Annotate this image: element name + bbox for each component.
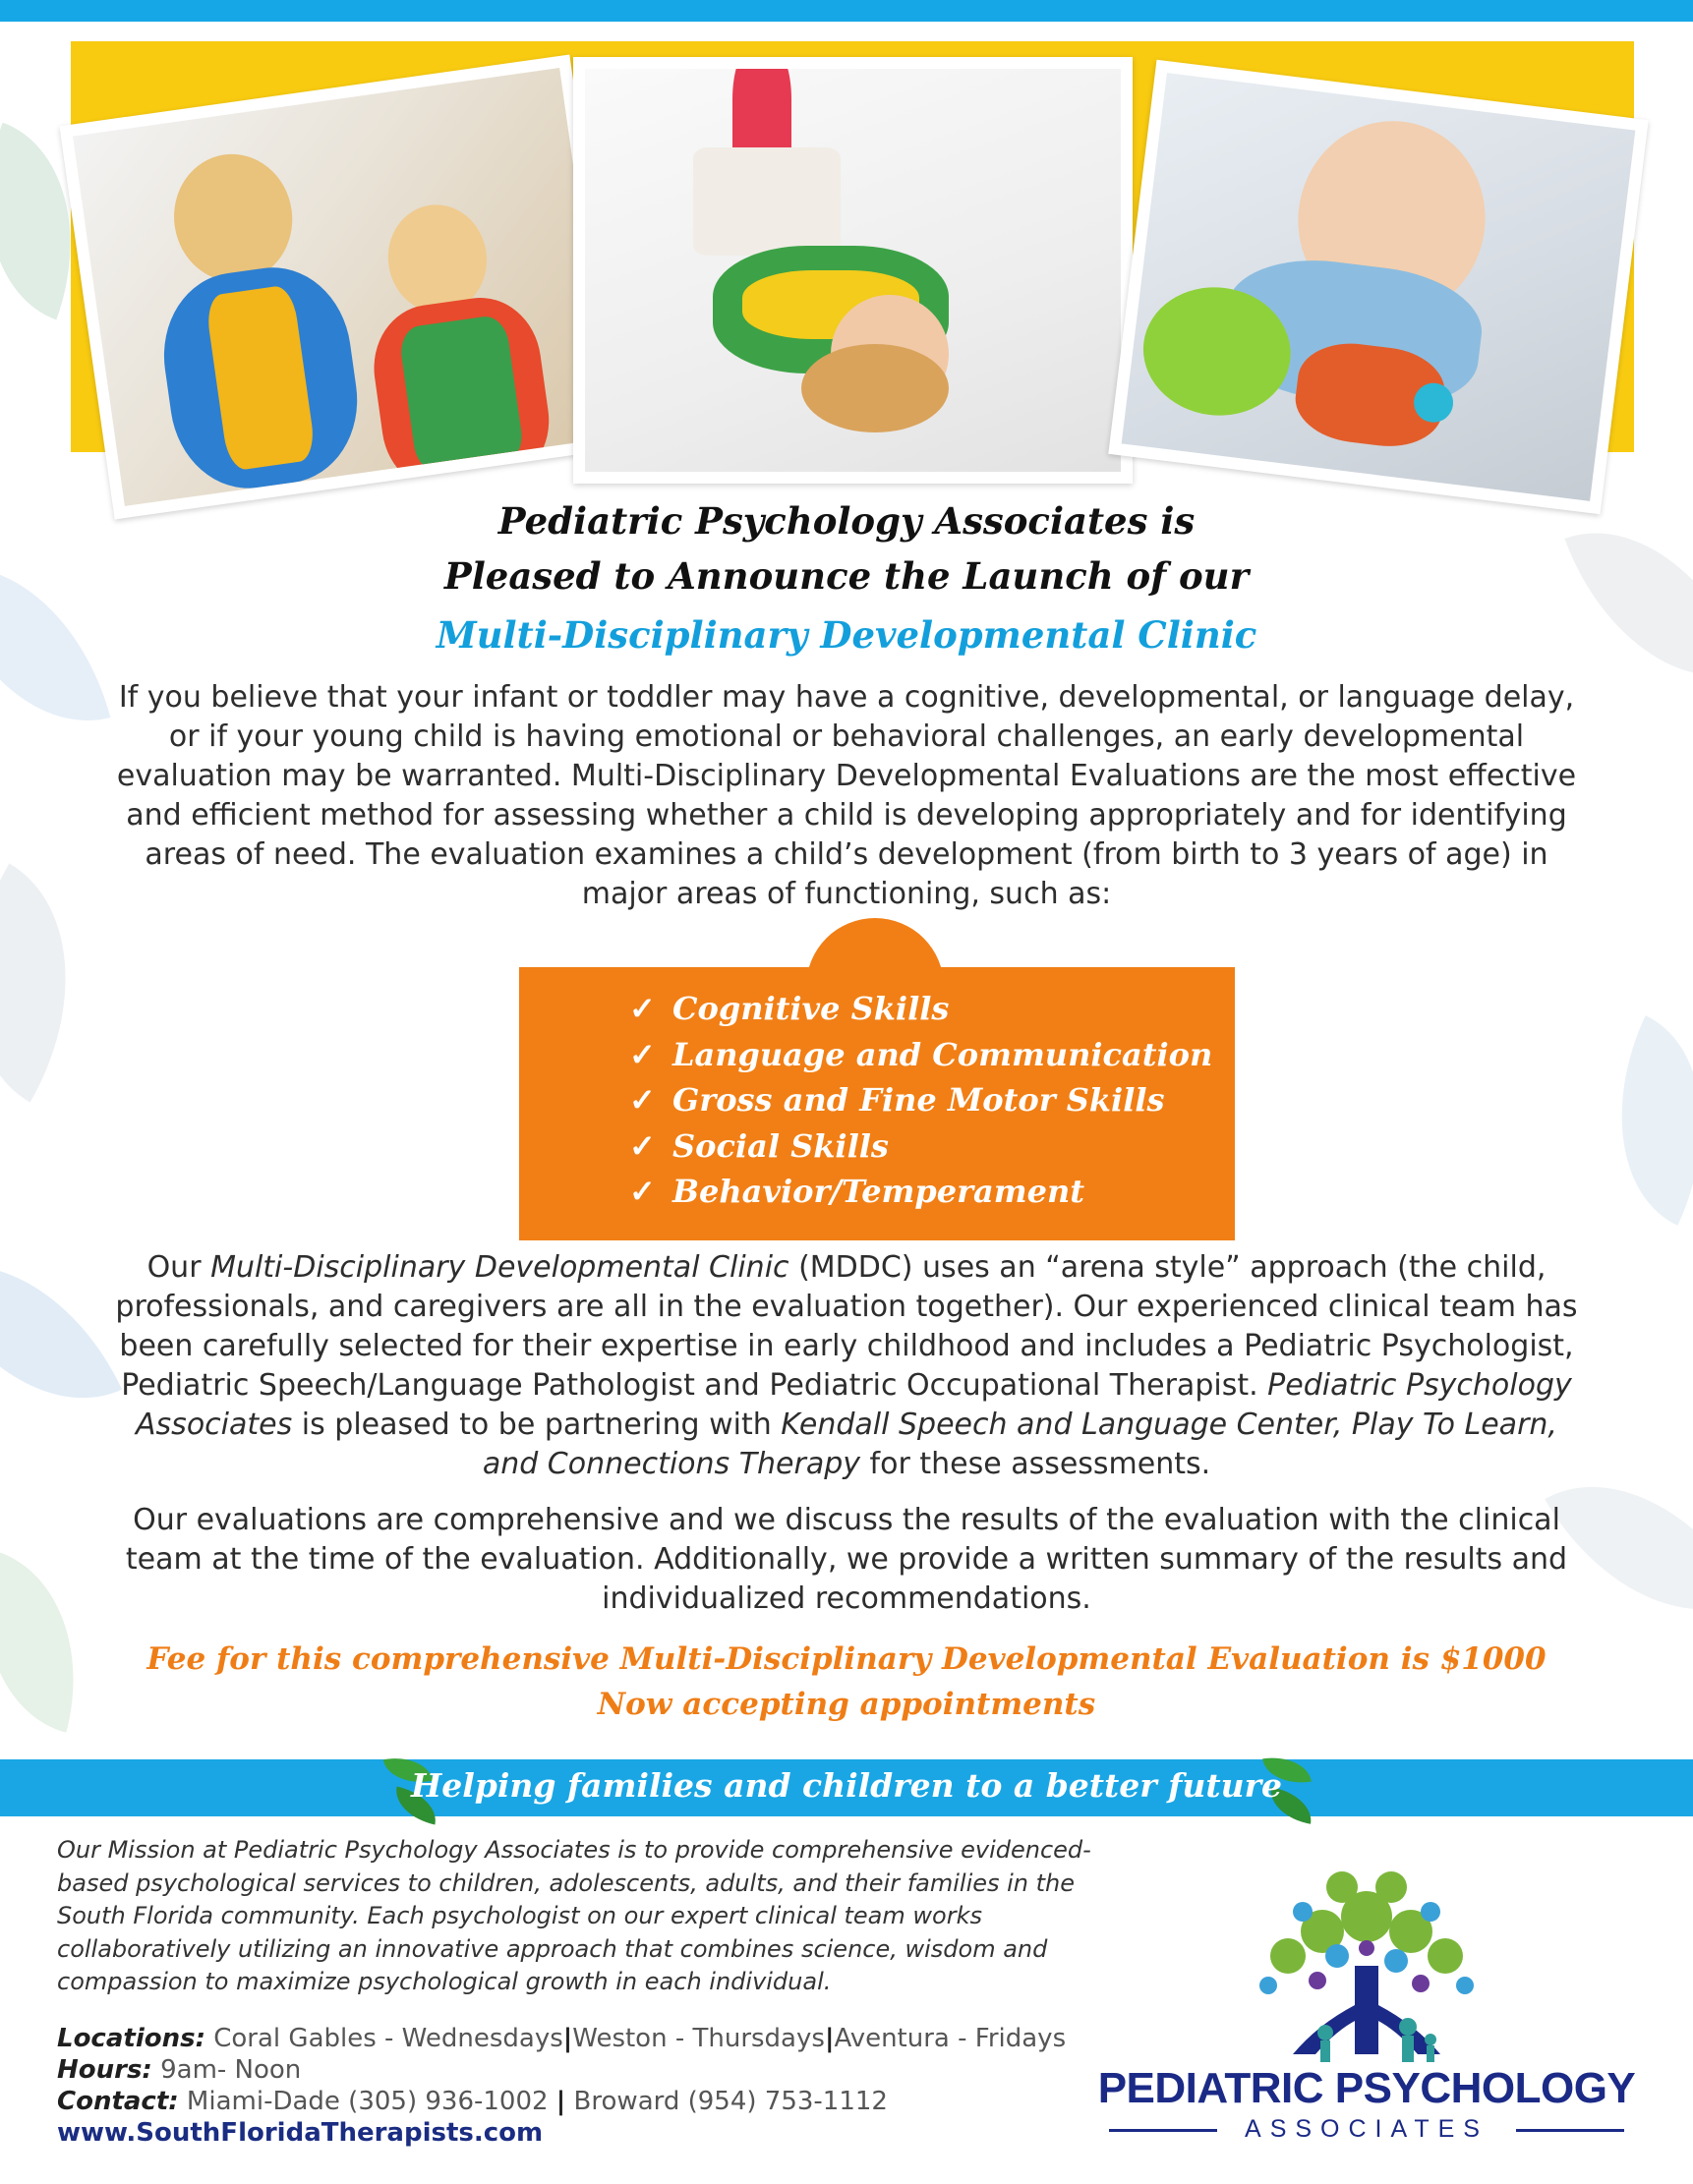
list-item: ✓ Language and Communication [629,1032,1212,1078]
logo-wordmark: PEDIATRIC PSYCHOLOGY [1097,2064,1636,2112]
website-link[interactable]: www.SouthFloridaTherapists.com [57,2118,544,2148]
headline-line-2: Pleased to Announce the Launch of our [443,554,1250,598]
photo-two-children-playing [59,55,624,520]
checkmark-icon: ✓ [629,1126,656,1165]
leaf-decoration [0,1220,122,1443]
tagline: Helping families and children to a better future [411,1766,1282,1805]
evaluation-paragraph: Our evaluations are comprehensive and we discuss the results of the evaluation with the clinical team at the time of the evaluation. Additionally, we provide a written summary of the results and individualized recommendations. [125,1503,1568,1616]
list-item: ✓ Social Skills [629,1123,1212,1170]
hours-line: Hours: 9am- Noon [57,2055,302,2085]
leaf-decoration [1571,1015,1693,1226]
checkmark-icon: ✓ [629,1035,656,1073]
list-item: ✓ Gross and Fine Motor Skills [629,1077,1212,1123]
logo-subtitle: ASSOCIATES [1245,2115,1489,2143]
photo-child-reading-book [573,57,1133,484]
photo-laughing-baby [1108,60,1648,514]
contact-line: Contact: Miami-Dade (305) 936-1002 | Broward (954) 753-1112 [57,2087,888,2116]
checkmark-icon: ✓ [629,1173,656,1210]
headline-line-1: Pediatric Psychology Associates is [497,499,1196,543]
intro-paragraph: If you believe that your infant or toddler may have a cognitive, developmental, or language delay, or if your young child is having emotional or behavioral challenges, an early developmental evaluation may be warranted. Multi-Disciplinary Developmental Evaluations are the most effective and efficient method for assessing whether a child is developing appropriately and for identifying areas of need. The evaluation examines a child’s development (from birth to 3 years of age) in major areas of functioning, such as: [116,680,1577,911]
clinic-description-paragraph: Our Multi-Disciplinary Developmental Clinic (MDDC) uses an “arena style” approach (the child, professionals, and caregivers are all in the evaluation together). Our experienced clinical team has been carefully selected for their expertise in early childhood and includes a Pediatric Psychologist, Pediatric Speech/Language Pathologist and Pediatric Occupational Therapist. Pediatric Psychology Associates is pleased to be partnering with Kendall Speech and Language Center, Play To Learn, and Connections Therapy for these assessments. [115,1250,1578,1481]
headline-clinic-name: Multi-Disciplinary Developmental Clinic [436,613,1257,657]
list-item: ✓ Cognitive Skills [629,986,1212,1032]
list-item: ✓ Behavior/Temperament [629,1169,1212,1215]
company-logo [1091,1858,1642,2153]
fee-statement: Fee for this comprehensive Multi-Disciplinary Developmental Evaluation is $1000 [146,1641,1547,1677]
checkmark-icon: ✓ [629,1081,656,1119]
checkmark-icon: ✓ [629,990,656,1027]
appointments-statement: Now accepting appointments [597,1687,1096,1722]
contact-info [57,2023,1066,2149]
tree-icon [1091,1858,1642,2064]
locations-line: Locations: Coral Gables - Wednesdays|Weston - Thursdays|Aventura - Fridays [57,2024,1067,2053]
mission-statement: Our Mission at Pediatric Psychology Associates is to provide comprehensive evidenced-based psychological services to children, adolescents, adults, and their families in the South Florida community. Each psychologist on our expert clinical team works collaboratively utilizing an innovative approach that combines science, wisdom and compassion to maximize psychological growth in each individual. [57,1836,1091,1995]
skills-list [629,986,1212,1215]
top-blue-bar [0,0,1693,22]
